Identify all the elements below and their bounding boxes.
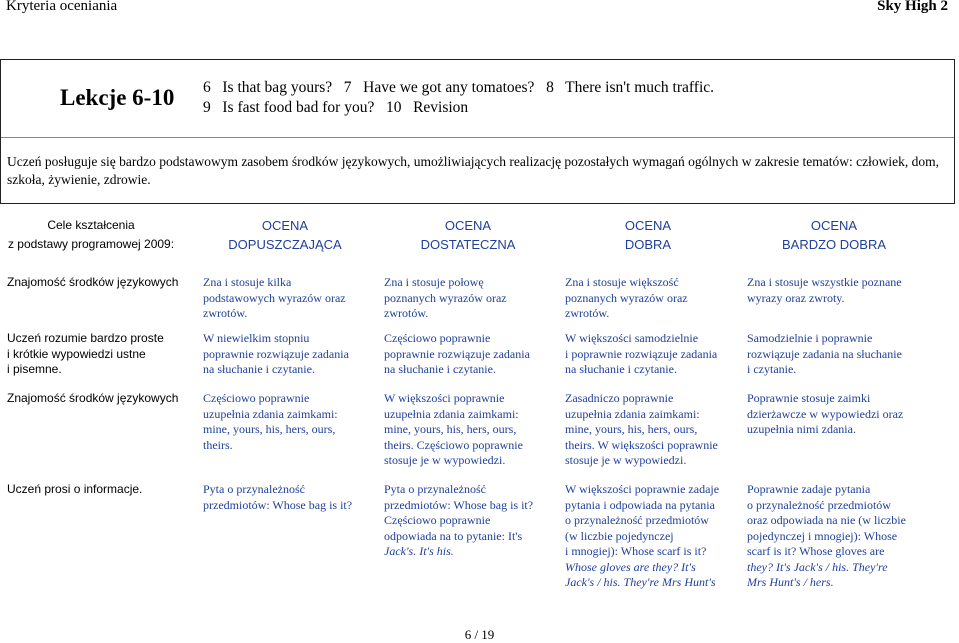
grade-header-line-2: BARDZO DOBRA [781, 237, 886, 252]
goal-line: Znajomość środków językowych [7, 275, 179, 289]
cell-line: podstawowych wyrazów oraz [203, 290, 346, 305]
cell-line: dzierżawcze w wypowiedzi oraz [747, 406, 904, 421]
cell-line: Zasadniczo poprawnie [565, 391, 674, 405]
cell-line: mine, yours, his, hers, ours, [203, 422, 336, 436]
cell-line: i czytanie. [747, 362, 797, 376]
cell-line: poprawnie rozwiązuje zadania [384, 346, 530, 361]
page-header [0, 0, 959, 16]
cell-line: oraz odpowiada na nie (w liczbie [747, 513, 906, 527]
cell-line: Częściowo poprawnie [384, 331, 491, 345]
row-4-dobra [565, 482, 745, 591]
row-1-bardzo-dobra [747, 275, 952, 306]
goal-line: i pisemne. [7, 362, 62, 376]
cell-line: przedmiotów: Whose bag is it? [384, 497, 534, 512]
grade-header-line-1: OCENA [810, 218, 858, 233]
cell-line: na słuchanie i czytanie. [384, 362, 496, 376]
cell-line: Częściowo poprawnie [203, 391, 310, 405]
divider [1, 137, 954, 138]
grade-header-dopuszczajaca [195, 216, 375, 254]
cell-line: W niewielkim stopniu [203, 331, 310, 345]
cell-line: i poprawnie rozwiązuje zadania [565, 346, 718, 361]
row-3-dobra [565, 391, 740, 469]
cell-line: uzupełnia zdania zaimkami: [203, 406, 338, 421]
cell-line: scarf is it? Whose gloves are [747, 544, 885, 558]
goals-header-line-1: Cele kształcenia [47, 218, 135, 232]
row-4-bardzo-dobra [747, 482, 952, 591]
cell-line: theirs. [203, 437, 233, 452]
cell-line: o przynależność przedmiotów [565, 513, 709, 527]
row-3-goal [7, 391, 192, 407]
cell-line: Zna i stosuje wszystkie poznane [747, 275, 902, 289]
cell-line: W większości samodzielnie [565, 331, 699, 345]
cell-line: poprawnie rozwiązuje zadania [203, 346, 349, 361]
cell-line: Samodzielnie i poprawnie [747, 331, 873, 345]
row-4-dopuszczajaca [203, 482, 378, 513]
row-3-bardzo-dobra [747, 391, 952, 438]
row-1-dostateczna [384, 275, 559, 322]
cell-line: pojedynczej i mnogiej): Whose [747, 528, 898, 543]
cell-line: Częściowo poprawnie [384, 513, 491, 527]
row-3-dopuszczajaca [203, 391, 378, 453]
requirements-text: Uczeń posługuje się bardzo podstawowym zasobem środków językowych, umożliwiających realizację pozostałych wymagań ogólnych w zakresie tematów: człowiek, dom, szkoła, żywienie, zdrowie. [7, 154, 939, 187]
cell-line: Whose gloves are they? It's [565, 559, 696, 574]
goal-line: Uczeń prosi o informacje. [7, 482, 143, 496]
goal-line: Znajomość środków językowych [7, 391, 179, 405]
cell-line: poznanych wyrazów oraz [384, 290, 507, 305]
cell-line: zwrotów. [565, 306, 610, 320]
cell-line: (w liczbie pojedynczej [565, 528, 674, 543]
row-1-dobra [565, 275, 740, 322]
lesson-title: Lekcje 6-10 [60, 85, 175, 110]
topics-line-1: 6 Is that bag yours? 7 Have we got any tomatoes? 8 There isn't much traffic. [203, 79, 715, 96]
cell-line: uzupełnia nimi zdania. [747, 422, 856, 436]
page-number: 6 / 19 [464, 627, 495, 642]
grade-header-line-1: OCENA [624, 218, 672, 233]
cell-line: W większości poprawnie zadaje [565, 482, 720, 496]
row-4-dostateczna [384, 482, 559, 560]
row-1-dopuszczajaca [203, 275, 378, 322]
cell-line: Poprawnie zadaje pytania [747, 482, 871, 496]
cell-line: o przynależność przedmiotów [747, 497, 891, 512]
cell-line: mine, yours, his, hers, ours, [565, 422, 698, 436]
cell-line: they? It's Jack's / his. They're [747, 559, 888, 574]
cell-line: Poprawnie stosuje zaimki [747, 391, 871, 405]
cell-line: przedmiotów: Whose bag is it? [203, 497, 353, 512]
cell-line: rozwiązuje zadania na słuchanie [747, 346, 902, 361]
cell-line: theirs. W większości poprawnie [565, 437, 718, 452]
course-name: Sky High 2 [877, 0, 948, 14]
cell-line: theirs. Częściowo poprawnie [384, 437, 523, 452]
row-2-dostateczna [384, 331, 559, 378]
cell-line: poznanych wyrazów oraz [565, 290, 688, 305]
cell-line: stosuje je w wypowiedzi. [384, 453, 506, 467]
cell-line: uzupełnia zdania zaimkami: [565, 406, 700, 421]
document-title: Kryteria oceniania [6, 0, 118, 14]
grade-header-line-2: DOBRA [624, 237, 672, 252]
grade-header-line-2: DOPUSZCZAJĄCA [228, 237, 342, 252]
cell-line: Zna i stosuje kilka [203, 275, 292, 289]
grade-header-line-1: OCENA [444, 218, 492, 233]
cell-line: Pyta o przynależność [203, 482, 305, 496]
cell-line: i mnogiej): Whose scarf is it? [565, 544, 707, 558]
row-2-goal [7, 331, 192, 378]
grade-header-line-1: OCENA [261, 218, 309, 233]
row-4-goal [7, 482, 192, 498]
topics-line-2: 9 Is fast food bad for you? 10 Revision [203, 99, 469, 116]
row-2-dopuszczajaca [203, 331, 378, 378]
cell-line: W większości poprawnie [384, 391, 505, 405]
row-1-goal [7, 275, 192, 291]
row-3-dostateczna [384, 391, 559, 469]
goals-header-line-2: z podstawy programowej 2009: [7, 237, 175, 251]
cell-line: mine, yours, his, hers, ours, [384, 422, 517, 436]
cell-line: na słuchanie i czytanie. [565, 362, 677, 376]
cell-line: Mrs Hunt's / hers. [747, 575, 834, 589]
cell-line: odpowiada na to pytanie: It's [384, 528, 523, 543]
cell-line: uzupełnia zdania zaimkami: [384, 406, 519, 421]
row-2-bardzo-dobra [747, 331, 952, 378]
cell-line: zwrotów. [203, 306, 248, 320]
cell-line: Jack's. It's his. [384, 544, 454, 558]
grade-header-line-2: DOSTATECZNA [420, 237, 516, 252]
goal-line: i krótkie wypowiedzi ustne [7, 346, 146, 361]
lesson-topics [203, 78, 714, 118]
goals-header [0, 216, 182, 254]
cell-line: pytania i odpowiada na pytania [565, 497, 715, 512]
row-2-dobra [565, 331, 745, 378]
cell-line: zwrotów. [384, 306, 429, 320]
grade-header-dostateczna [378, 216, 558, 254]
goal-line: Uczeń rozumie bardzo proste [7, 331, 164, 345]
grade-header-dobra [558, 216, 738, 254]
cell-line: Zna i stosuje połowę [384, 275, 484, 289]
grade-header-bardzo-dobra [744, 216, 924, 254]
cell-line: wyrazy oraz zwroty. [747, 290, 845, 305]
cell-line: stosuje je w wypowiedzi. [565, 453, 687, 467]
cell-line: na słuchanie i czytanie. [203, 362, 315, 376]
cell-line: Zna i stosuje większość [565, 275, 679, 289]
cell-line: Jack's / his. They're Mrs Hunt's [565, 575, 716, 589]
cell-line: Pyta o przynależność [384, 482, 486, 496]
